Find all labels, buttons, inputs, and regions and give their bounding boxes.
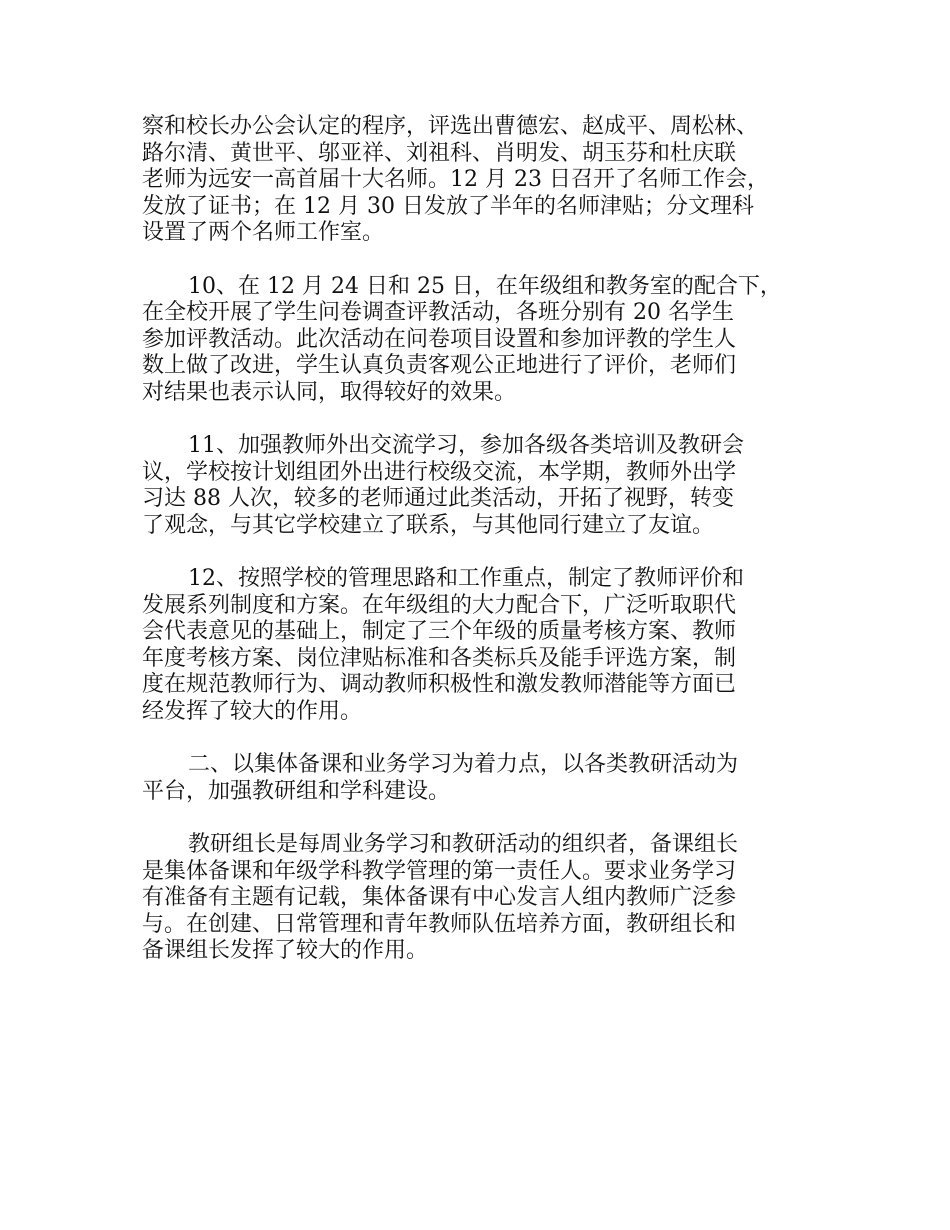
text-line: 对结果也表示认同，取得较好的效果。 (142, 379, 517, 405)
text-line: 习达 88 人次，较多的老师通过此类活动，开拓了视野，转变 (142, 486, 734, 511)
text-line: 有准备有主题有记载，集体备课有中心发言人组内教师广泛参 (142, 885, 737, 910)
text-line: 是集体备课和年级学科教学管理的第一责任人。要求业务学习 (142, 858, 737, 884)
text-line: 会代表意见的基础上，制定了三个年级的质量考核方案、教师 (142, 619, 737, 644)
text-line: 发放了证书；在 12 月 30 日发放了半年的名师津贴；分文理科 (142, 193, 754, 219)
paragraph-famous-teachers (142, 114, 822, 247)
text-line: 了观念，与其它学校建立了联系，与其他同行建立了友谊。 (142, 512, 715, 538)
text-line: 数上做了改进，学生认真负责客观公正地进行了评价，老师们 (142, 353, 737, 378)
paragraph-research-group-leaders (142, 832, 822, 965)
text-line: 经发挥了较大的作用。 (142, 698, 363, 724)
paragraph-section-two-heading (142, 752, 822, 805)
text-line: 备课组长发挥了较大的作用。 (142, 938, 429, 963)
text-line: 路尔清、黄世平、邬亚祥、刘祖科、肖明发、胡玉芬和杜庆联 (142, 140, 737, 166)
text-line: 教研组长是每周业务学习和教研活动的组织者，备课组长 (188, 832, 739, 857)
text-line: 年度考核方案、岗位津贴标准和各类标兵及能手评选方案，制 (142, 645, 737, 671)
paragraph-item-11 (142, 433, 822, 539)
document-body (142, 114, 822, 992)
text-line: 察和校长办公会认定的程序，评选出曹德宏、赵成平、周松林、 (142, 114, 759, 139)
text-line: 11、加强教师外出交流学习，参加各级各类培训及教研会 (188, 433, 744, 458)
paragraph-item-10 (142, 274, 822, 407)
text-line: 老师为远安一高首届十大名师。12 月 23 日召开了名师工作会， (142, 167, 769, 192)
text-line: 平台，加强教研组和学科建设。 (142, 778, 451, 804)
text-line: 在全校开展了学生问卷调查评教活动，各班分别有 20 名学生 (142, 300, 734, 325)
text-line: 议，学校按计划组团外出进行校级交流，本学期，教师外出学 (142, 459, 737, 485)
text-line: 二、以集体备课和业务学习为着力点，以各类教研活动为 (188, 752, 739, 777)
text-line: 10、在 12 月 24 日和 25 日，在年级组和教务室的配合下， (188, 273, 782, 299)
text-line: 发展系列制度和方案。在年级组的大力配合下，广泛听取职代 (142, 592, 737, 618)
text-line: 12、按照学校的管理思路和工作重点，制定了教师评价和 (188, 566, 744, 591)
paragraph-item-12 (142, 566, 822, 725)
text-line: 参加评教活动。此次活动在问卷项目设置和参加评教的学生人 (142, 326, 737, 352)
text-line: 与。在创建、日常管理和青年教师队伍培养方面，教研组长和 (142, 911, 737, 937)
text-line: 设置了两个名师工作室。 (142, 220, 385, 245)
text-line: 度在规范教师行为、调动教师积极性和激发教师潜能等方面已 (142, 672, 737, 697)
